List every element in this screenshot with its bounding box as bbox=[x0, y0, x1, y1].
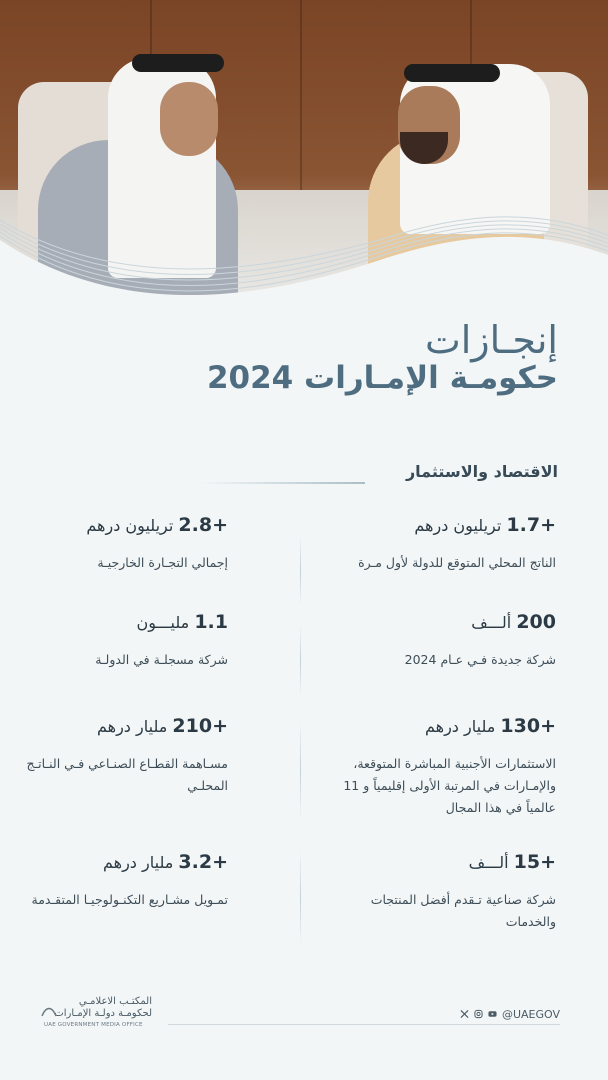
stat-value: +130 bbox=[500, 715, 556, 737]
stat-unit: مليار درهم bbox=[424, 717, 496, 736]
page-title-line1: إنجـازات bbox=[424, 318, 558, 362]
section-title: الاقتصاد والاستثمار bbox=[405, 462, 558, 481]
stat-description: شركة صناعية تـقدم أفضل المنتجات والخدمات bbox=[370, 892, 556, 929]
column-divider bbox=[300, 850, 301, 945]
x-icon[interactable] bbox=[460, 1009, 469, 1019]
instagram-icon[interactable] bbox=[474, 1009, 483, 1019]
stat-unit: مليـــون bbox=[136, 613, 190, 632]
stat-new-companies bbox=[341, 612, 556, 671]
stat-unit: ألـــف bbox=[471, 613, 512, 632]
logo-line1: المكتـب الاعلامـي bbox=[78, 996, 152, 1007]
stat-technology-funding bbox=[13, 852, 228, 911]
section-divider bbox=[200, 482, 365, 484]
column-divider bbox=[300, 625, 301, 697]
logo-line3: UAE GOVERNMENT MEDIA OFFICE bbox=[44, 1022, 143, 1028]
social-links bbox=[460, 1006, 560, 1022]
column-divider bbox=[300, 720, 301, 820]
stat-unit: مليار درهم bbox=[102, 853, 174, 872]
column-divider bbox=[300, 535, 301, 607]
stat-value: +15 bbox=[513, 851, 556, 873]
stat-value: +2.8 bbox=[178, 514, 228, 536]
stat-foreign-trade bbox=[13, 515, 228, 574]
stat-value: +3.2 bbox=[178, 851, 228, 873]
logo-line2: لحكومـة دولـة الإمـارات bbox=[54, 1008, 152, 1019]
logo-mark-icon bbox=[40, 1002, 58, 1020]
stat-value: +1.7 bbox=[506, 514, 556, 536]
page-title-line2: حكومـة الإمـارات 2024 bbox=[206, 360, 558, 396]
stat-description: مسـاهمة القطـاع الصنـاعي فـي النـاتـج المحلـي bbox=[26, 756, 228, 793]
stat-industrial-companies bbox=[341, 852, 556, 933]
stat-unit: تريليون درهم bbox=[86, 516, 174, 535]
stat-unit: تريليون درهم bbox=[414, 516, 502, 535]
stat-description: تمـويل مشـاريع التكنـولوجيـا المتقـدمة bbox=[31, 892, 228, 907]
stat-description: شركة مسجلـة في الدولـة bbox=[95, 652, 228, 667]
stat-description: الاستثمارات الأجنبية المباشرة المتوقعة، والإمـارات في المرتبة الأولى إقليمياً و 11 عالمياً في هذا المجال bbox=[343, 756, 556, 815]
stat-description: شركة جديدة فـي عـام 2024 bbox=[404, 652, 556, 667]
social-handle[interactable]: @UAEGOV bbox=[501, 1007, 560, 1021]
stat-value: 200 bbox=[516, 611, 556, 633]
media-office-logo bbox=[44, 996, 152, 1030]
stat-registered-companies bbox=[13, 612, 228, 671]
stat-industrial-contribution bbox=[13, 716, 228, 797]
stat-value: +210 bbox=[172, 715, 228, 737]
stat-description: إجمالي التجـارة الخارجيـة bbox=[97, 555, 228, 570]
stat-unit: ألـــف bbox=[468, 853, 509, 872]
stat-unit: مليار درهم bbox=[96, 717, 168, 736]
stat-foreign-investment bbox=[341, 716, 556, 819]
footer-divider bbox=[168, 1024, 560, 1025]
stat-value: 1.1 bbox=[194, 611, 228, 633]
stat-description: الناتج المحلي المتوقع للدولة لأول مـرة bbox=[358, 555, 556, 570]
stat-gdp bbox=[341, 515, 556, 574]
youtube-icon[interactable] bbox=[488, 1009, 497, 1019]
